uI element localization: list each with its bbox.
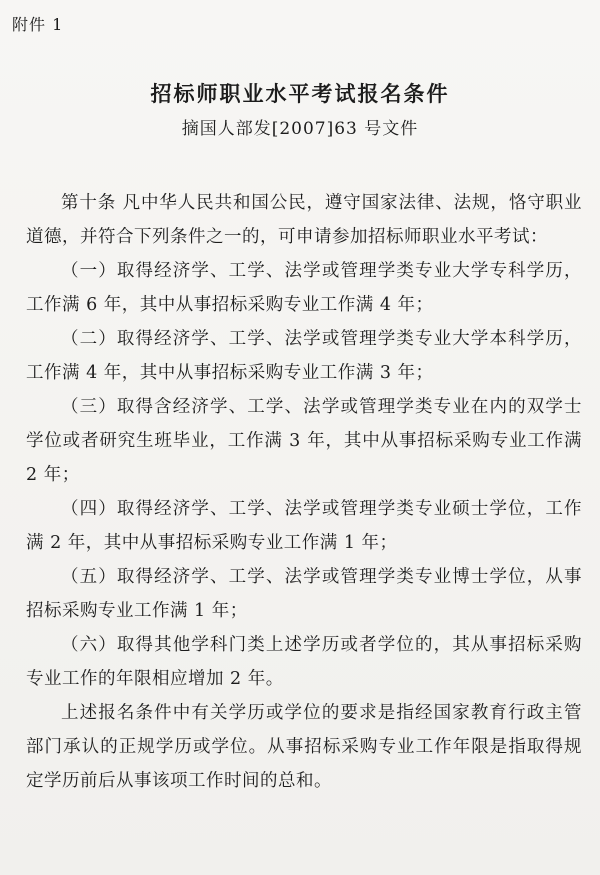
document-subtitle: 摘国人部发[2007]63 号文件 bbox=[181, 119, 419, 139]
condition-item-3: （三）取得含经济学、工学、法学或管理学类专业在内的双学士学位或者研究生班毕业，工作满 3 年，其中从事招标采购专业工作满 2 年； bbox=[26, 397, 582, 485]
condition-item-4: （四）取得经济学、工学、法学或管理学类专业硕士学位，工作满 2 年，其中从事招标采购专业工作满 1 年； bbox=[26, 499, 582, 553]
closing-paragraph: 上述报名条件中有关学历或学位的要求是指经国家教育行政主管部门承认的正规学历或学位。从事招标采购专业工作年限是指取得规定学历前后从事该项工作时间的总和。 bbox=[26, 703, 582, 791]
document-body bbox=[26, 186, 582, 798]
article-paragraph: 第十条 凡中华人民共和国公民，遵守国家法律、法规，恪守职业道德，并符合下列条件之一的，可申请参加招标师职业水平考试： bbox=[26, 193, 582, 247]
condition-item-5: （五）取得经济学、工学、法学或管理学类专业博士学位，从事招标采购专业工作满 1 年； bbox=[26, 567, 582, 621]
condition-item-6: （六）取得其他学科门类上述学历或者学位的，其从事招标采购专业工作的年限相应增加 2 年。 bbox=[26, 635, 582, 689]
condition-item-2: （二）取得经济学、工学、法学或管理学类专业大学本科学历，工作满 4 年，其中从事招标采购专业工作满 3 年； bbox=[26, 329, 582, 383]
document-title: 招标师职业水平考试报名条件 bbox=[150, 82, 450, 106]
condition-item-1: （一）取得经济学、工学、法学或管理学类专业大学专科学历，工作满 6 年，其中从事招标采购专业工作满 4 年； bbox=[26, 261, 582, 315]
attachment-label: 附件 1 bbox=[12, 15, 64, 34]
